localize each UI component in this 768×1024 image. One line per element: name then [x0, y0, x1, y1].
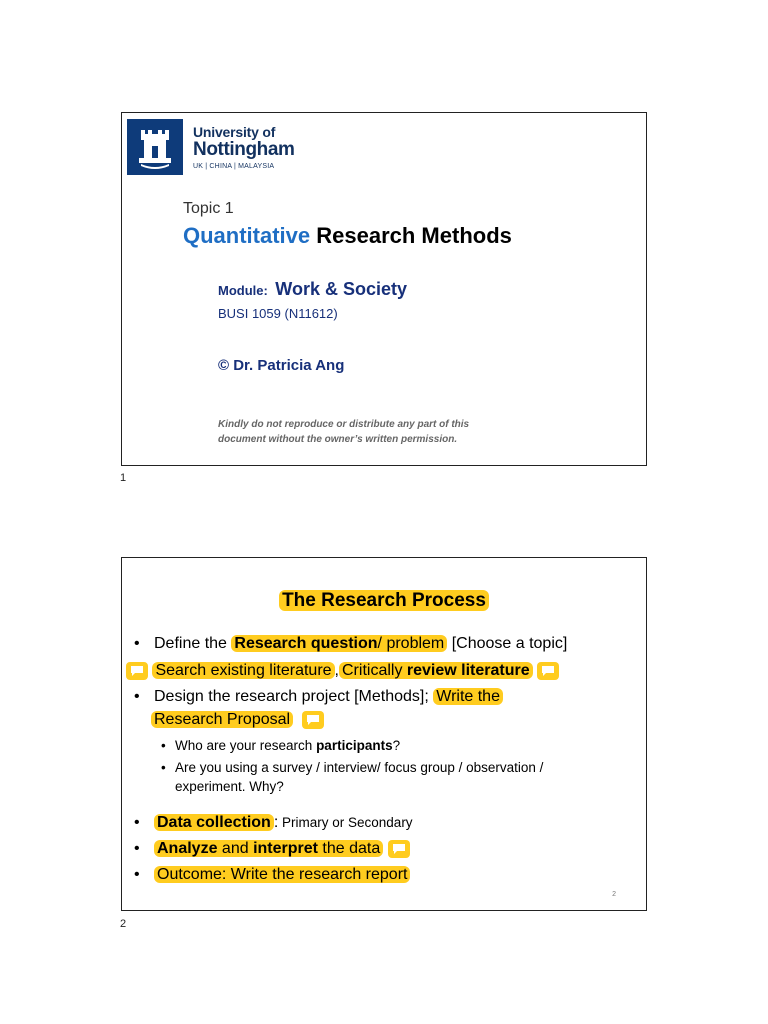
- highlight-outcome: Outcome: Write the research report: [154, 866, 410, 883]
- comment-icon[interactable]: [126, 662, 148, 680]
- title-highlight: Quantitative: [183, 223, 311, 248]
- sub-bullet-methods-cont: experiment. Why?: [175, 779, 284, 794]
- bullet-dot: •: [134, 840, 140, 858]
- bullet-data-collection: [134, 814, 413, 832]
- author-credit: © Dr. Patricia Ang: [218, 357, 345, 374]
- university-logo: [127, 118, 297, 176]
- text: :: [273, 814, 279, 831]
- bold-text: participants: [316, 738, 393, 753]
- bold-text: interpret: [253, 840, 318, 858]
- logo-line-university: University of: [193, 123, 276, 140]
- castle-crest-icon: [127, 119, 183, 175]
- bullet-dot: •: [134, 814, 140, 831]
- title-rest: Research Methods: [310, 223, 512, 248]
- highlight-write-the: Write the: [433, 688, 503, 705]
- bullet-dot: •: [134, 688, 140, 705]
- bullet-dot: •: [134, 635, 140, 652]
- text: ?: [392, 738, 401, 753]
- sub-bullet-methods: [161, 760, 543, 775]
- highlight-data-collection: [154, 814, 274, 831]
- highlight-research-question: [231, 635, 447, 652]
- bullet-dot: •: [161, 738, 166, 753]
- bold-text: Analyze: [157, 840, 218, 858]
- logo-wordmark: [193, 125, 295, 170]
- bullet-dot: •: [161, 760, 166, 775]
- bold-text: Research question: [234, 635, 378, 652]
- title-highlight: The Research Process: [279, 590, 489, 611]
- text: the data: [317, 840, 381, 858]
- text: / problem: [377, 635, 445, 652]
- comment-icon[interactable]: [537, 662, 559, 680]
- slide-2: [121, 557, 647, 911]
- line-research-proposal: [151, 711, 324, 729]
- slide-1: [121, 112, 647, 466]
- bullet-define-question: [134, 635, 567, 653]
- text: Design the research project [Methods];: [154, 688, 434, 705]
- logo-line-nottingham: Nottingham: [193, 138, 295, 160]
- module-label: Module:: [218, 283, 268, 298]
- copyright-notice: Kindly do not reproduce or distribute any part of this document without the owner’s written permission.: [218, 419, 470, 445]
- bullet-outcome: [134, 866, 410, 884]
- bullet-dot: •: [134, 866, 140, 883]
- text: Who are your research: [175, 738, 317, 753]
- course-code: BUSI 1059 (N11612): [218, 306, 338, 321]
- bullet-analyze: [134, 840, 410, 858]
- topic-label: Topic 1: [183, 200, 234, 217]
- text: Define the: [154, 635, 232, 652]
- highlight-research-proposal: Research Proposal: [151, 711, 293, 728]
- module-value: Work & Society: [275, 279, 407, 299]
- logo-line-campuses: UK | CHINA | MALAYSIA: [193, 162, 275, 170]
- slide-number: 2: [612, 891, 616, 898]
- text: Are you using a survey / interview/ focus group / observation /: [175, 760, 544, 775]
- text: [Choose a topic]: [447, 635, 568, 652]
- sub-bullet-participants: [161, 738, 400, 753]
- page-number-2: 2: [120, 918, 127, 930]
- page-number-1: 1: [120, 472, 127, 484]
- highlight-search-literature: Search existing literature: [152, 662, 334, 679]
- highlight-analyze: [154, 840, 383, 857]
- text: ,: [334, 662, 339, 680]
- text: and: [217, 840, 254, 858]
- comment-icon[interactable]: [388, 840, 410, 858]
- line-search-literature: [126, 662, 559, 680]
- bullet-design-project: [134, 688, 503, 706]
- text: Primary or Secondary: [278, 815, 413, 830]
- bold-text: review literature: [406, 662, 530, 680]
- slide-title: [122, 590, 646, 612]
- module-line: [218, 279, 407, 300]
- comment-icon[interactable]: [302, 711, 324, 729]
- text: Critically: [342, 662, 407, 680]
- bold-text: Data collection: [157, 814, 271, 831]
- highlight-review-literature: [339, 662, 533, 679]
- slide-title: [183, 223, 512, 249]
